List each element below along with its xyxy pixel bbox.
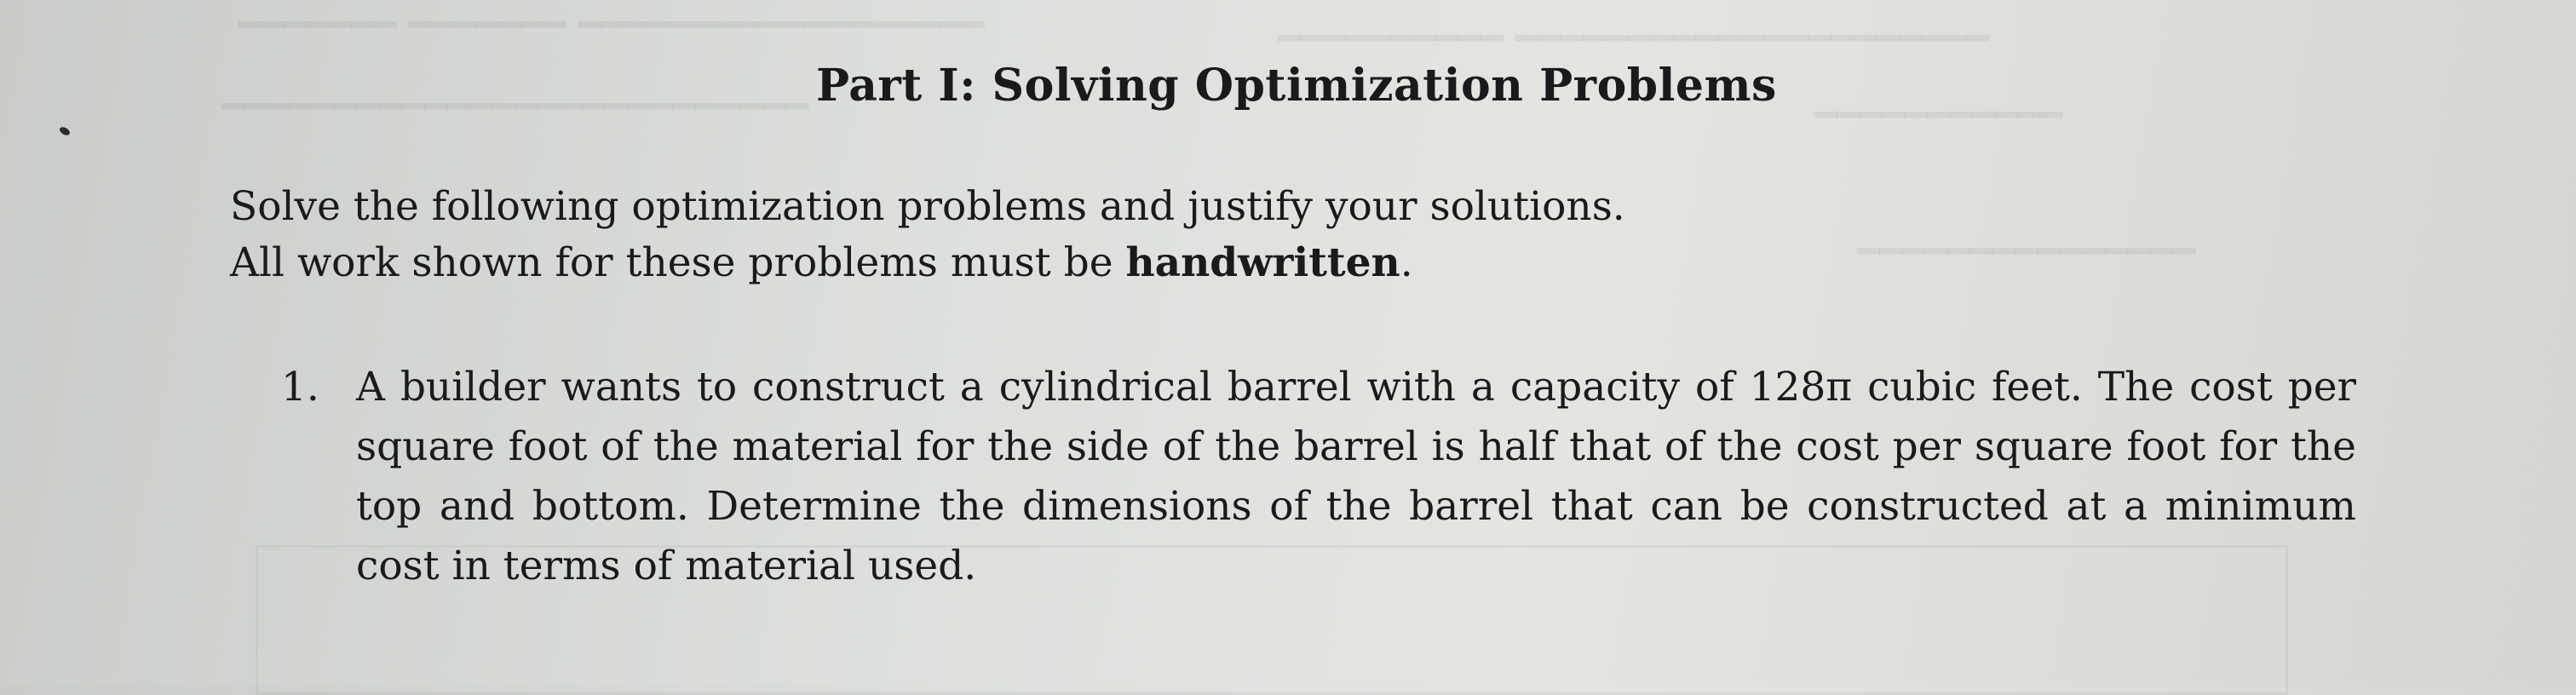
bleed-through-text: ━━━━━━━ ━━━━━━━ ━━━━━━━━━━━━━━━━━━ — [239, 3, 985, 47]
bleed-through-text: ━━━━━━━━━━━━━━━━━━━━━━━━━━ — [221, 85, 808, 129]
pen-mark — [58, 125, 71, 136]
problem-text: A builder wants to construct a cylindrical barrel with a capacity of 128π cubic feet. The cost per square foot of the material for the side of the barrel is half that of the cost per square foot for the top and bottom. Determine the dimensions of the barrel that can be constructed at a minimum cost in terms of material used. — [356, 364, 2356, 589]
instruction-line-2 — [230, 235, 1625, 291]
bleed-through-text: ━━━━━━━━━━ ━━━━━━━━━━━━━━━━━━━━━ — [1278, 17, 1990, 60]
instruction-period: . — [1400, 239, 1413, 286]
instruction-line-1: Solve the following optimization problems and justify your solutions. — [230, 183, 1625, 230]
problem-item — [281, 358, 2368, 596]
instruction-text: All work shown for these problems must be — [230, 239, 1126, 286]
section-title: Part I: Solving Optimization Problems — [816, 60, 1777, 112]
problem-number: 1. — [281, 364, 319, 411]
instruction-emphasis: handwritten — [1125, 239, 1400, 286]
bleed-through-text: ━━━━━━━━━━━ — [1814, 94, 2063, 137]
bleed-through-text: ━━━━━━━━━━━━━━━ — [1857, 230, 2196, 273]
instructions — [230, 179, 1625, 291]
